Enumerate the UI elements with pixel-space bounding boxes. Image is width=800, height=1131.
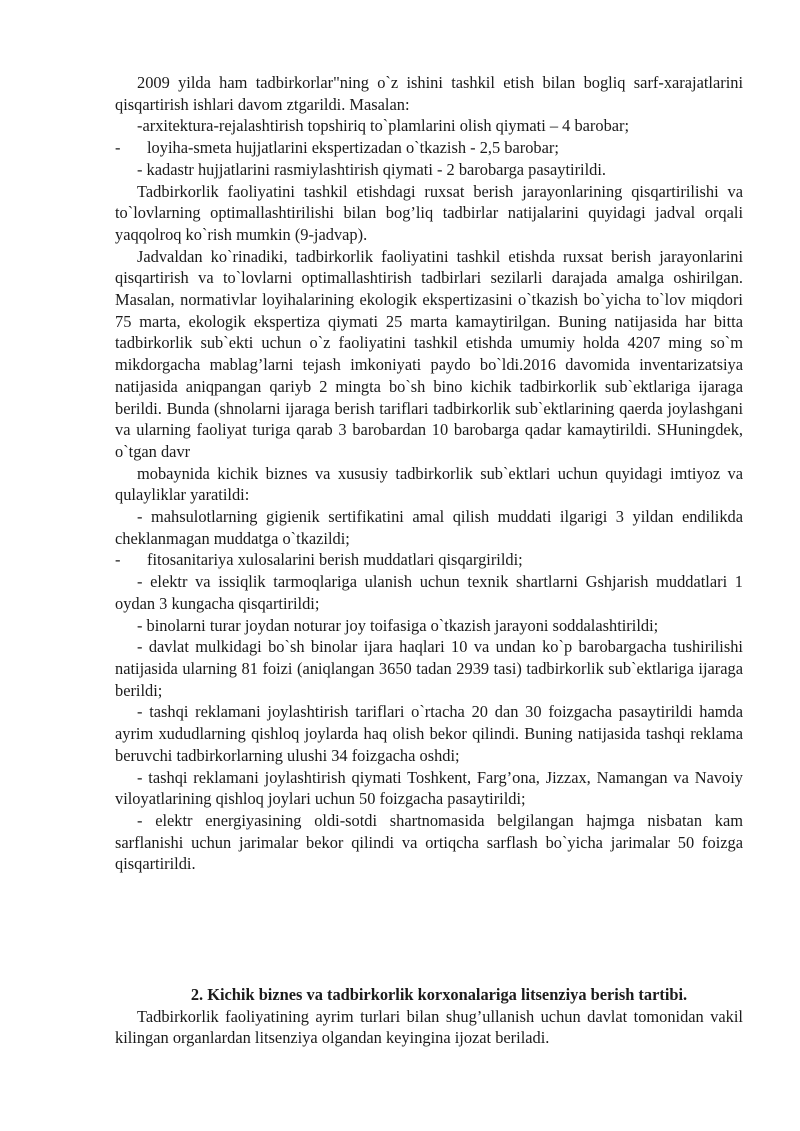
dash-marker: -: [115, 138, 121, 158]
list-item-phytosanitary: [115, 549, 743, 571]
paragraph-intro: 2009 yilda ham tadbirkorlar"ning o`z ishini tashkil etish bilan bogliq sarf-xarajatlarini qisqartirish ishlari davom ztgarildi. Masalan:: [115, 73, 743, 114]
list-item-hygiene-cert: - mahsulotlarning gigienik sertifikatini amal qilish muddati ilgarigi 3 yildan endilikda cheklanmagan muddatga o`tkazildi;: [115, 507, 743, 548]
paragraph-permits: Tadbirkorlik faoliyatini tashkil etishdagi ruxsat berish jarayonlarining qisqartirilishi va to`lovlarning optimallashtirilishi bilan bog’liq tadbirlar natijalarini quyidagi jadval orqali yaqqolroq ko`rish mumkin (9-jadvap).: [115, 181, 743, 244]
list-item-electricity: - elektr energiyasining oldi-sotdi shartnomasida belgilangan hajmga nisbatan kam sarflanishi uchun jarimalar bekor qilindi va ortiqcha sarflash bo`yicha jarimalar 50 foizga qisqartirildi.: [115, 810, 743, 874]
dash-marker: -: [115, 550, 121, 570]
list-item-cadastre: - kadastr hujjatlarini rasmiylashtirish qiymati - 2 barobarga pasaytirildi.: [137, 159, 606, 179]
section-heading: 2. Kichik biznes va tadbirkorlik korxonalariga litsenziya berish tartibi.: [190, 985, 688, 1004]
list-item-architecture: -arxitektura-rejalashtirish topshiriq to`plamlarini olish qiymati – 4 barobar;: [137, 116, 630, 136]
list-item-rent: - davlat mulkidagi bo`sh binolar ijara haqlari 10 va undan ko`p barobargacha tushirilishi natijasida ularning 81 foizi (aniqlangan 3650 tadan 2939 tasi) tadbirkorlik sub`ektlariga ijaraga berildi;: [115, 637, 743, 700]
list-item-advertising-cost: - tashqi reklamani joylashtirish qiymati Toshkent, Farg’ona, Jizzax, Namangan va Navoiy viloyatlarining qishloq joylari uchun 50 foizgacha pasaytirildi;: [115, 767, 743, 809]
list-item-buildings: - binolarni turar joydan noturar joy toifasiga o`tkazish jarayoni soddalashtirildi;: [137, 615, 659, 635]
section-2: [115, 984, 743, 1049]
paragraph-table-summary: Jadvaldan ko`rinadiki, tadbirkorlik faoliyatini tashkil etishda ruxsat berish jarayonlarini qisqartirish va to`lovlarni optimallashtirish tadbirlari sezilarli darajada amalga oshirilgan. Masalan, normativlar loyihalarining ekologik ekspertizasini o`tkazish bo`yicha to`lov miqdori 75 marta, ekologik ekspertiza qiymati 25 marta kamaytirilgan. Buning natijasida har bitta tadbirkorlik sub`ekti uchun o`z faoliyatini tashkil etishda umumiy holda 4207 ming so`m mikdorgacha mablag’larni tejash imkoniyati paydo bo`ldi.2016 davomida inventarizatsiya natijasida aniqpangan qariyb 2 mingta bo`sh bino kichik tadbirkorlik sub`ektlariga ijaraga berildi. Bunda (shnolarni ijaraga berish tariflari tadbirkorlik sub`ektlarining qaerda joylashgani va ularning faoliyat turiga qarab 3 barobardan 10 barobarga qadar kamaytirildi. SHuningdek, o`tgan davr: [115, 246, 743, 461]
paragraph-benefits-intro: mobaynida kichik biznes va xususiy tadbirkorlik sub`ektlari uchun quyidagi imtiyoz va qulayliklar yaratildi:: [115, 463, 743, 505]
list-item-text: fitosanitariya xulosalarini berish muddatlari qisqargirildi;: [147, 550, 523, 570]
list-item-design-estimate: [115, 137, 743, 159]
list-item-text: loyiha-smeta hujjatlarini ekspertizadan o`tkazish - 2,5 barobar;: [147, 138, 559, 158]
document-body: [115, 72, 743, 875]
section-paragraph: Tadbirkorlik faoliyatining ayrim turlari bilan shug’ullanish uchun davlat tomonidan vakil kilingan organlardan litsenziya olgandan keyingina ijozat beriladi.: [115, 1006, 743, 1048]
list-item-utilities: - elektr va issiqlik tarmoqlariga ulanish uchun texnik shartlarni Gshjarish muddatlari 1 oydan 3 kungacha qisqartirildi;: [115, 572, 743, 613]
list-item-advertising-tariffs: - tashqi reklamani joylashtirish tariflari o`rtacha 20 dan 30 foizgacha pasaytirildi hamda ayrim xududlarning qishloq joylarda haq olish bekor qilindi. Buning natijasida tashqi reklama beruvchi tadbirkorlarning ulushi 34 foizgacha oshdi;: [115, 702, 743, 765]
